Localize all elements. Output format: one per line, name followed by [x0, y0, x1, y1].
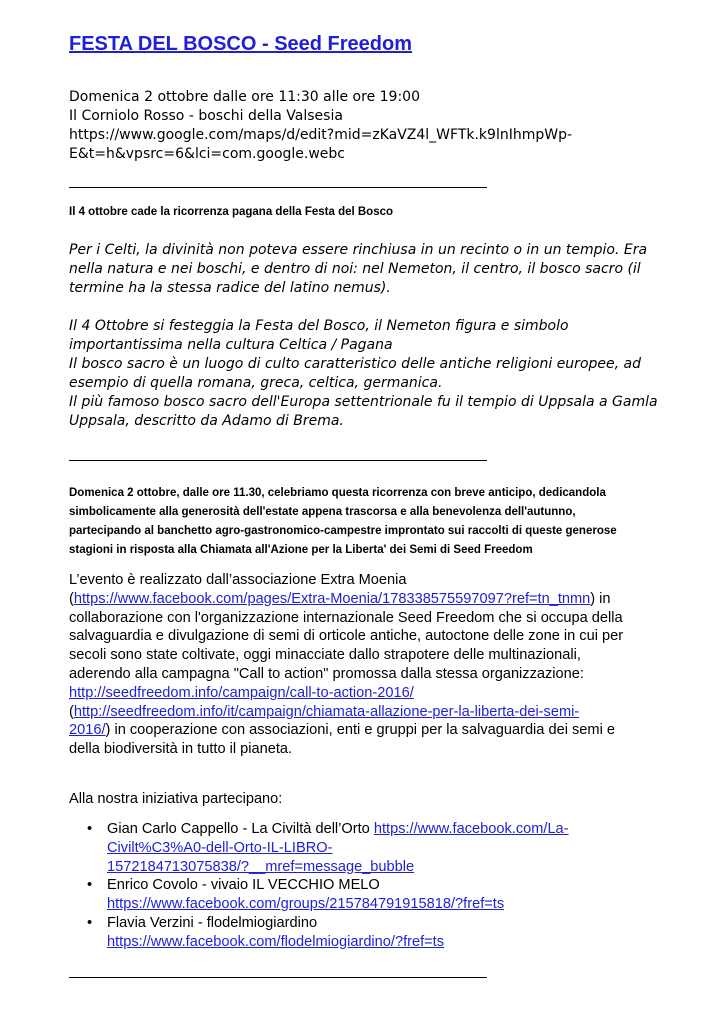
festa-paragraph — [69, 317, 669, 431]
event-date: Domenica 2 ottobre dalle ore 11:30 alle ore 19:00 — [69, 89, 420, 105]
participants-list — [69, 820, 669, 952]
divider — [69, 460, 487, 461]
text-line: della biodiversità in tutto il pianeta. — [69, 741, 293, 758]
participant-name: Flavia Verzini - flodelmiogiardino — [107, 914, 318, 931]
participant-link[interactable]: https://www.facebook.com/groups/215784791915818/?fref=ts — [107, 896, 505, 913]
participant-name: Enrico Covolo - vivaio IL VECCHIO MELO — [107, 877, 380, 894]
text-fragment: ) in — [590, 590, 611, 607]
text-line: simbolicamente alla generosità dell'estate appena trascorsa e alla benevolenza dell'autunno, — [69, 506, 576, 518]
bullet-icon: • — [87, 821, 93, 837]
celtic-paragraph — [69, 241, 669, 298]
text-line: partecipando al banchetto agro-gastronomico-campestre improntato sui raccolti di queste generose — [69, 525, 617, 537]
text-line: Uppsala, descritto da Adamo di Brema. — [69, 413, 344, 429]
text-line: salvaguardia e divulgazione di semi di orticole antiche, autoctone delle zone in cui per — [69, 628, 624, 645]
chiamata-link-cont[interactable]: 2016/ — [69, 722, 106, 739]
divider — [69, 977, 487, 978]
text-line — [69, 590, 669, 609]
participant-link[interactable]: Civilt%C3%A0-dell-Orto-IL-LIBRO- — [107, 839, 333, 856]
chiamata-link[interactable]: http://seedfreedom.info/it/campaign/chiamata-allazione-per-la-liberta-dei-semi- — [73, 703, 580, 720]
participant-name: Gian Carlo Cappello - La Civiltà dell’Orto — [107, 821, 374, 837]
bullet-icon: • — [87, 877, 93, 894]
text-line: nella natura e nei boschi, e dentro di noi: nel Nemeton, il centro, il bosco sacro (il — [69, 261, 641, 277]
list-item — [69, 820, 669, 876]
section-headline: Il 4 ottobre cade la ricorrenza pagana della Festa del Bosco — [69, 206, 394, 218]
bullet-icon: • — [87, 914, 93, 931]
divider — [69, 187, 487, 188]
text-line: L’evento è realizzato dall’associazione Extra Moenia — [69, 572, 407, 588]
text-line: Il più famoso bosco sacro dell'Europa settentrionale fu il tempio di Uppsala a Gamla — [69, 394, 658, 410]
list-item — [69, 876, 669, 914]
text-line: esempio di quella romana, greca, celtica, germanica. — [69, 375, 443, 391]
text-line — [69, 684, 669, 703]
celebration-headline — [69, 484, 669, 560]
event-location: Il Corniolo Rosso - boschi della Valsesia — [69, 108, 343, 124]
event-info — [69, 88, 659, 164]
text-line: stagioni in risposta alla Chiamata all'Azione per la Liberta' dei Semi di Seed Freedom — [69, 544, 533, 556]
text-line — [69, 721, 669, 740]
text-line — [69, 703, 669, 722]
participant-link[interactable]: https://www.facebook.com/flodelmiogiardino/?fref=ts — [107, 933, 445, 950]
text-line: Per i Celti, la divinità non poteva essere rinchiusa in un recinto o in un tempio. Era — [69, 242, 648, 258]
text-line: Domenica 2 ottobre, dalle ore 11.30, celebriamo questa ricorrenza con breve anticipo, dedicandola — [69, 487, 606, 499]
text-fragment: ) in cooperazione con associazioni, enti e gruppi per la salvaguardia dei semi e — [105, 722, 615, 739]
participant-link[interactable]: 1572184713075838/?__mref=message_bubble — [107, 858, 415, 875]
call-to-action-link[interactable]: http://seedfreedom.info/campaign/call-to-action-2016/ — [69, 684, 414, 701]
participants-heading: Alla nostra iniziativa partecipano: — [69, 791, 283, 807]
participant-link[interactable]: https://www.facebook.com/La- — [373, 821, 569, 837]
map-url-line2: E&t=h&vpsrc=6&lci=com.google.webc — [69, 146, 346, 162]
paren: ( — [69, 703, 74, 720]
list-item — [69, 914, 669, 952]
text-line: Il 4 Ottobre si festeggia la Festa del Bosco, il Nemeton figura e simbolo — [69, 318, 569, 334]
paren: ( — [69, 590, 74, 607]
map-url-line1: https://www.google.com/maps/d/edit?mid=zKaVZ4l_WFTk.k9lnIhmpWp- — [69, 127, 573, 143]
text-line: aderendo alla campagna "Call to action" promossa dalla stessa organizzazione: — [69, 665, 584, 682]
text-line: termine ha la stessa radice del latino nemus). — [69, 280, 391, 296]
text-line: importantissima nella cultura Celtica / Pagana — [69, 337, 393, 353]
text-line: Il bosco sacro è un luogo di culto caratteristico delle antiche religioni europee, ad — [69, 356, 641, 372]
event-paragraph — [69, 571, 669, 759]
extra-moenia-link[interactable]: https://www.facebook.com/pages/Extra-Moenia/178338575597097?ref=tn_tnmn — [73, 590, 591, 607]
page-title: FESTA DEL BOSCO - Seed Freedom — [69, 33, 413, 55]
text-line: collaborazione con l'organizzazione internazionale Seed Freedom che si occupa della — [69, 609, 623, 626]
text-line: secoli sono state coltivate, oggi minacciate dallo strapotere delle multinazionali, — [69, 647, 581, 664]
